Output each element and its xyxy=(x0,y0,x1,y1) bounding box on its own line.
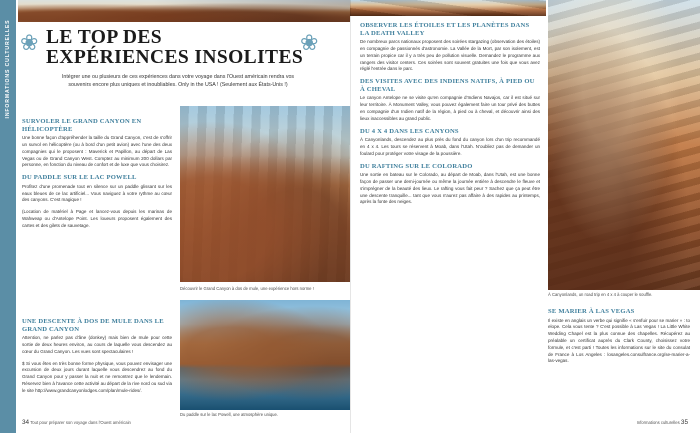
para-rafting-1: Une sortie en bateau sur le Colorado, au départ de Moab, dans l'Utah, est une bonne façon de passer une demi-journée ou même la journée entière à descendre le fleuve et s'imprégner de la beauté des lieux. Le rafting vous fait peur ? Sachez que ça peut être une descente tranquille... tant que vous n'aurez pas affaire à des rapides au printemps, après la fonte des neiges. xyxy=(360,172,540,205)
folio-right xyxy=(637,419,688,426)
folio-left-text: Tout pour préparer son voyage dans l'Ouest américain xyxy=(30,420,131,425)
para-indiens-1: Le canyon Antelope ne se visite qu'en compagnie d'Indiens Navajos, car il est situé sur leur territoire. À Monument Valley, vous pouvez également faire un tour privé des buttes en compagnie d'un Indien natif de la région, à pied ou à cheval, et découvrir ainsi des lieux inaccessibles au grand public. xyxy=(360,95,540,121)
page-title: LE TOP DES EXPÉRIENCES INSOLITES xyxy=(46,27,304,69)
photo-lake-powell xyxy=(180,300,350,410)
folio-right-number: 35 xyxy=(680,419,688,426)
heading-etoiles: OBSERVER LES ÉTOILES ET LES PLANÈTES DANS LA DEATH VALLEY xyxy=(360,22,530,37)
folio-left xyxy=(22,419,131,426)
intro-text: Intégrer une ou plusieurs de ces expériences dans votre voyage dans l'Ouest américain rendra vos souvenirs encore plus uniques et inoubliables. Only in the USA ! (Seulement aux États-Unis !) xyxy=(61,74,295,88)
right-page xyxy=(350,0,700,433)
title-block xyxy=(46,28,304,68)
folio-right-text: Informations culturelles xyxy=(636,420,680,425)
section-tab-label: INFORMATIONS CULTURELLES xyxy=(5,19,11,119)
caption-mule: Découvrir le Grand Canyon à dos de mule, une expérience hors norme ! xyxy=(180,286,314,291)
caption-powell: Du paddle sur le lac Powell, une atmosphère unique. xyxy=(180,412,279,417)
heading-vegas: SE MARIER À LAS VEGAS xyxy=(548,308,635,315)
para-paddle-2: (Location de matériel à Page et lancez-vous depuis les marinas de Wahweap ou d'Antelope Point. Les loueurs proposent également des cartes et des gilets de sauvetage. xyxy=(22,209,172,228)
heading-paddle: DU PADDLE SUR LE LAC POWELL xyxy=(22,174,137,182)
caption-canyonlands: À Canyonlands, un road trip en 4 x 4 à couper le souffle. xyxy=(548,292,653,297)
right-col-2 xyxy=(548,308,690,370)
folio-left-number: 34 xyxy=(22,419,30,426)
para-mule-1: Attention, ne parlez pas d'âne (donkey) mais bien de mule pour cette sortie de deux heures environ, au cours de laquelle vous descendez au cœur du Grand Canyon. Les vues sont spectaculaires ! xyxy=(22,335,172,354)
heading-helico: SURVOLER LE GRAND CANYON EN HÉLICOPTÈRE xyxy=(22,118,142,133)
photo-grand-canyon-mule xyxy=(180,106,350,282)
para-vegas-1: Il existe en anglais un verbe qui signifie « s'enfuir pour se marier » : to elope. Cela vous tente ? C'est possible à Las Vegas ! La Little White Wedding Chapel est la plus connue des chapelles. Récupérez au préalable un certificat auprès du Clark County, choisissez votre formule, et c'est parti ! Toutes les informations sur le site du consulat de France à Los Angeles : losangeles.consulfrance.org/se-marier-a-las-vegas. xyxy=(548,317,690,364)
para-helico-1: Une bonne façon d'appréhender la taille du Grand Canyon, c'est de s'offrir un survol en hélicoptère (ou à bord d'un petit avion) avec l'une des deux compagnies qui le proposent : Maverick et Papillon, au départ de Las Vegas ou de Grand Canyon West. Comptez au minimum 200 dollars par personne, en fonction du niveau de confort et de luxe que vous choisirez. xyxy=(22,135,172,168)
para-4x4-1: À Canyonlands, descendez au plus près du fond du canyon lors d'un trip recommandé en 4 x 4. Les tours se réservent à Moab, dans l'Utah. N'oubliez pas de demander un foulard pour protéger votre visage de la poussière. xyxy=(360,137,540,156)
page-gutter xyxy=(350,0,351,433)
left-col-2 xyxy=(22,318,172,400)
para-paddle-1: Profitez d'une promenade tout en silence sur un paddle glissant sur les eaux bleues de ce lac artificiel... Vous naviguez à votre rythme au cœur des canyons. C'est magique ! xyxy=(22,183,172,203)
swirl-right-icon: ❀ xyxy=(300,30,319,55)
para-mule-2: $ Si vous êtes en très bonne forme physique, vous pouvez envisager une excursion de deux jours durant laquelle vous descendrez au fond du Grand Canyon pour y passer la nuit et ne remontrez que le lendemain. Réservez bien à l'avance cette activité au départ de la rive nord ou sud via le site http://www.grandcanyonlodges.com/plan/mule-rides/. xyxy=(22,360,172,393)
right-col-1 xyxy=(360,22,540,211)
photo-right-top-strip xyxy=(350,0,546,16)
heading-4x4: DU 4 X 4 DANS LES CANYONS xyxy=(360,127,459,135)
heading-indiens: DES VISITES AVEC DES INDIENS NATIFS, À PIED OU À CHEVAL xyxy=(360,78,535,93)
section-tab xyxy=(0,0,16,433)
para-etoiles-1: De nombreux parcs nationaux proposent des soirées stargazing (observation des étoiles) en compagnie de passionnés d'astronomie. La Vallée de la Mort, par son isolement, est un terrain propice car il y a très peu de pollution visuelle. Demandez le programme aux rangers des visitor centers. Ces soirées sont souvent gratuites une fois que vous avez réglé l'entrée dans le parc. xyxy=(360,39,540,72)
heading-mule: UNE DESCENTE À DOS DE MULE DANS LE GRAND CANYON xyxy=(22,318,164,333)
heading-rafting: DU RAFTING SUR LE COLORADO xyxy=(360,162,473,170)
photo-top-strip xyxy=(18,0,350,22)
left-col-1 xyxy=(22,118,172,235)
swirl-left-icon: ❀ xyxy=(20,30,39,55)
photo-arch-tall xyxy=(548,0,700,290)
